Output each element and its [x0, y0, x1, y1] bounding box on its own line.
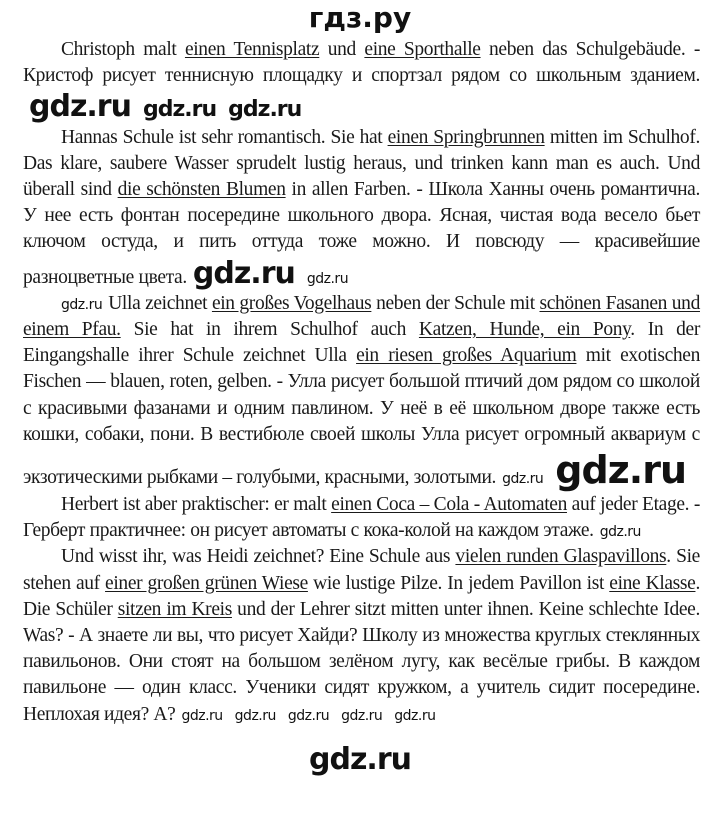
text-segment: in allen Farben. - Школа Ханны очень романтична. У нее есть фонтан посередине школьного двора. Ясная, чистая вода весело бьет ключом остуда, и пить оттуда тоже можно. И повсюду — красивейшие разноцветные цвета.	[23, 179, 700, 288]
paragraph-herbert	[23, 492, 700, 544]
watermark: gdz.ru	[181, 707, 223, 724]
text-segment: neben der Schule mit	[371, 292, 540, 314]
text-segment: wie lustige Pilze. In jedem Pavillon ist	[307, 572, 610, 594]
watermark: gdz.ru	[192, 255, 295, 291]
paragraph-christoph	[23, 37, 700, 125]
text-segment: Herbert ist aber praktischer: er malt	[61, 494, 332, 516]
footer	[0, 728, 720, 783]
underlined-phrase: einen Coca – Cola - Automaten	[331, 494, 567, 516]
text-segment: . In der Eingangshalle ihrer Schule zeichnet Ulla	[23, 319, 701, 367]
watermark: gdz.ru	[61, 296, 103, 313]
paragraph-heidi	[23, 544, 700, 727]
underlined-phrase: ein großes Vogelhaus	[211, 292, 372, 314]
underlined-phrase: eine Klasse	[609, 572, 696, 594]
site-header-logo: гдз.ру	[308, 1, 412, 34]
underlined-phrase: einer großen grünen Wiese	[105, 572, 308, 594]
watermark: gdz.ru	[394, 707, 436, 724]
underlined-phrase: eine Sporthalle	[364, 39, 481, 60]
watermark: gdz.ru	[287, 707, 330, 724]
underlined-phrase: einen Springbrunnen	[387, 126, 545, 148]
watermark: gdz.ru	[228, 97, 302, 123]
text-segment: und der Lehrer sitzt mitten unter ihnen. Keine schlechte Idee. Was? - А знаете ли вы, что рисует Хайди? Школу из множества круглых стеклянных павильонов. Они стоят на большом зелёном лугу, как весёлые грибы. В каждом павильоне — один класс. Ученики сидят кружком, а учитель сидит посередине. Неплохая идея? А?	[23, 598, 700, 725]
document-body	[23, 37, 700, 728]
watermark: gdz.ru	[306, 270, 349, 287]
text-segment: Hannas Schule ist sehr romantisch. Sie hat	[61, 126, 388, 148]
underlined-phrase: die schönsten Blumen	[117, 179, 286, 201]
text-segment: . Die Schüler	[23, 572, 700, 620]
underlined-phrase: sitzen im Kreis	[117, 598, 232, 620]
paragraph-hanna	[23, 125, 700, 291]
paragraph-ulla	[23, 291, 700, 492]
watermark: gdz.ru	[341, 707, 383, 724]
watermark: gdz.ru	[234, 707, 276, 724]
text-segment: Sie hat in ihrem Schulhof auch	[120, 319, 419, 341]
underlined-phrase: schönen Fasanen und einem Pfau.	[23, 292, 700, 341]
underlined-phrase: Katzen, Hunde, ein Pony	[418, 319, 631, 341]
underlined-phrase: vielen runden Glaspavillons	[455, 546, 667, 568]
watermark: gdz.ru	[309, 741, 411, 777]
text-segment: Ulla zeichnet	[108, 292, 212, 314]
text-segment: auf jeder Etage. - Герберт практичнее: он рисует автоматы с кока-колой на каждом этаже.	[23, 494, 701, 542]
watermark: gdz.ru	[142, 97, 217, 123]
watermark: gdz.ru	[502, 471, 544, 488]
text-segment: . Sie stehen auf	[23, 546, 700, 594]
watermark: gdz.ru	[555, 448, 687, 493]
underlined-phrase: ein riesen großes Aquarium	[356, 345, 577, 367]
text-segment: neben das Schulgebäude. - Кристоф рисует теннисную площадку и спортзал рядом со школьным зданием.	[23, 39, 700, 87]
text-segment: Und wisst ihr, was Heidi zeichnet? Eine Schule aus	[61, 546, 456, 568]
text-segment: Christoph malt	[61, 39, 185, 60]
text-segment: und	[319, 39, 365, 60]
watermark: gdz.ru	[29, 89, 131, 125]
underlined-phrase: einen Tennisplatz	[184, 39, 320, 60]
text-segment: mitten im Schulhof. Das klare, saubere Wasser sprudelt lustig heraus, und trinken kann man es auch. Und überall sind	[23, 126, 700, 201]
watermark: gdz.ru	[599, 524, 641, 541]
text-segment: mit exotischen Fischen — blauen, roten, gelben. - Улла рисует большой птичий дом рядом со школой с красивыми фазанами и одним павлином. У неё в её школьном дворе также есть кошки, собаки, пони. В вестибюле своей школы Улла рисует огромный аквариум с экзотическими рыбками – голубыми, красными, золотыми.	[23, 345, 700, 489]
